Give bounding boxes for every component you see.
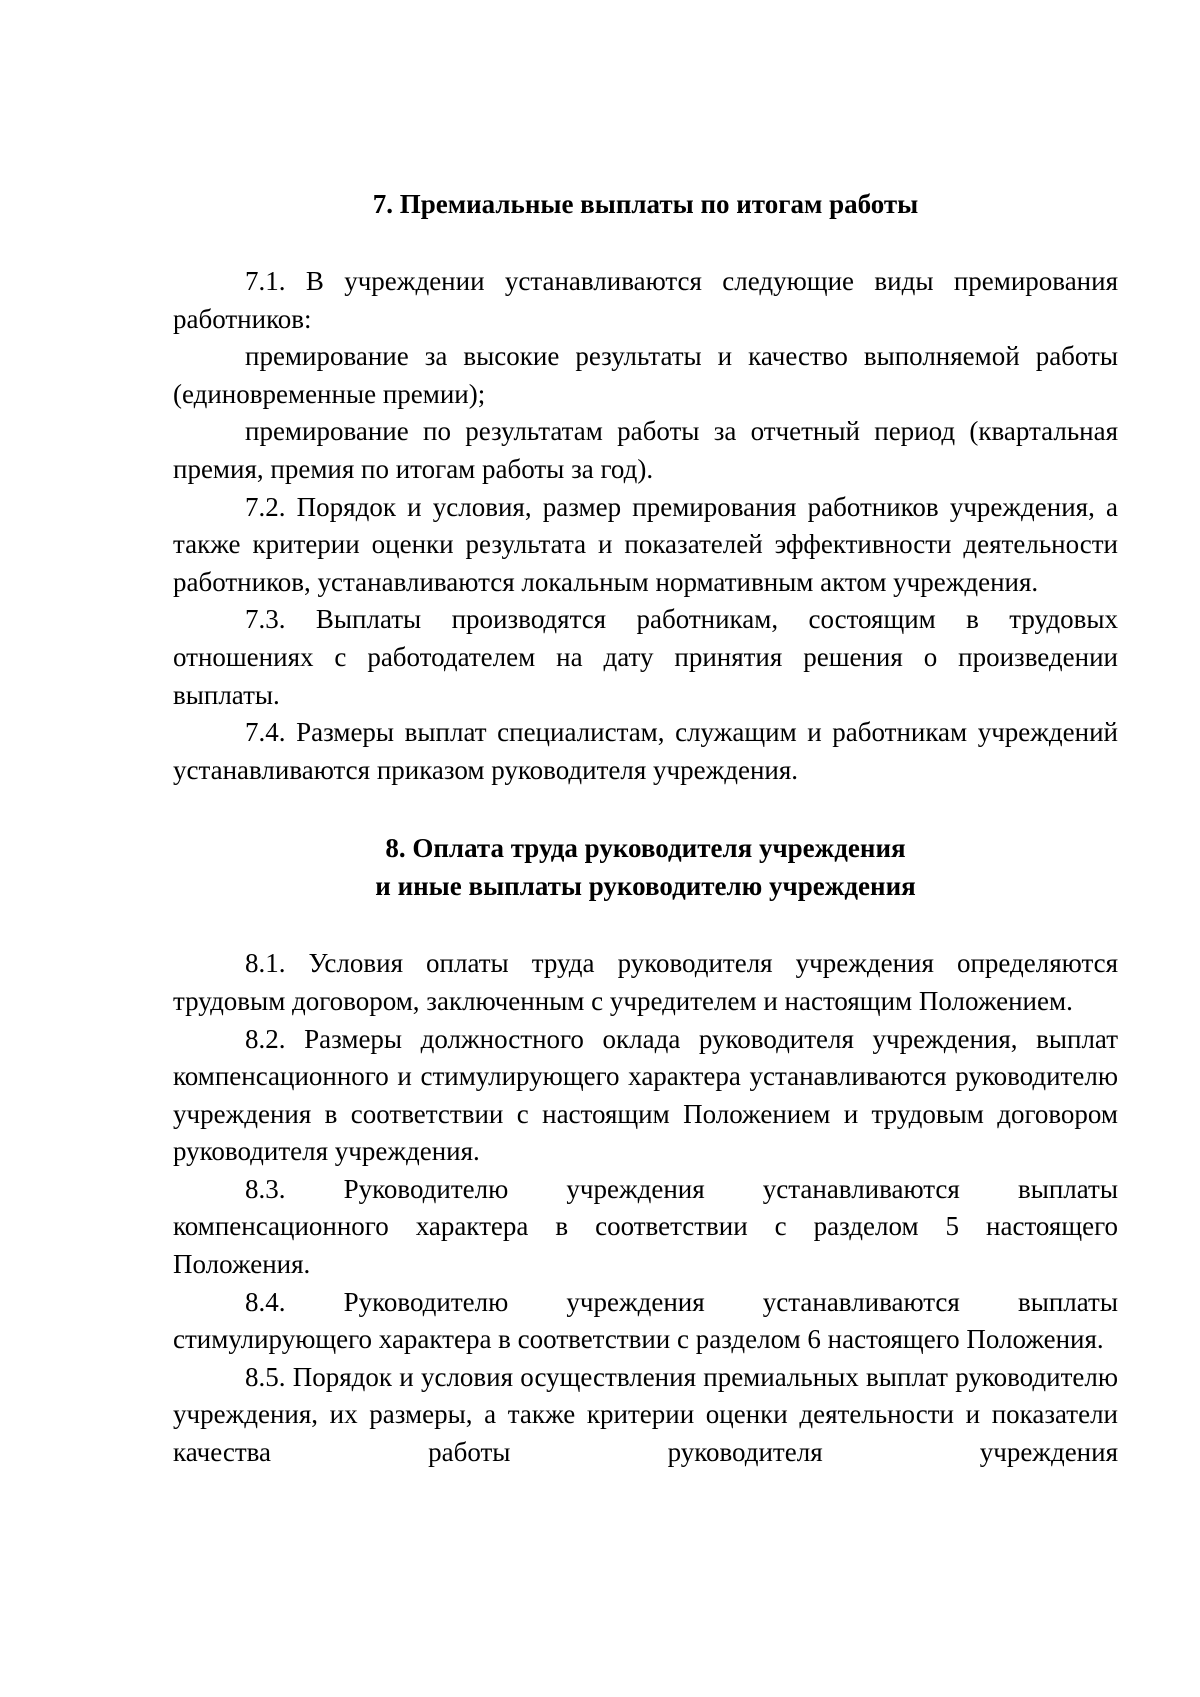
section-8-title [173,829,1118,905]
section-7-title: 7. Премиальные выплаты по итогам работы [372,189,919,219]
paragraph-8-4: 8.4. Руководителю учреждения устанавливаются выплаты стимулирующего характера в соответствии с разделом 6 настоящего Положения. [173,1286,1118,1355]
paragraph-8-2: 8.2. Размеры должностного оклада руководителя учреждения, выплат компенсационного и стимулирующего характера устанавливаются руководителю учреждения в соответствии с настоящим Положением и трудовым договором руководителя учреждения. [173,1023,1118,1167]
paragraph-7-1: 7.1. В учреждении устанавливаются следующие виды премирования работников: [173,266,1118,334]
paragraph-7-4: 7.4. Размеры выплат специалистам, служащим и работникам учреждений устанавливаются приказом руководителя учреждения. [173,717,1118,785]
paragraph-7-3: 7.3. Выплаты производятся работникам, состоящим в трудовых отношениях с работодателем на дату принятия решения о произведении выплаты. [173,604,1118,710]
document-page [173,185,1118,1472]
paragraph-7-1-item-2: премирование по результатам работы за отчетный период (квартальная премия, премия по итогам работы за год). [173,416,1118,484]
paragraph-8-1: 8.1. Условия оплаты труда руководителя учреждения определяются трудовым договором, заключенным с учредителем и настоящим Положением. [173,948,1118,1016]
paragraph-7-2: 7.2. Порядок и условия, размер премирования работников учреждения, а также критерии оценки результата и показателей эффективности деятельности работников, устанавливаются локальным нормативным актом учреждения. [173,491,1118,597]
section-8-title-line-1: 8. Оплата труда руководителя учреждения [385,833,906,864]
paragraph-7-1-item-1: премирование за высокие результаты и качество выполняемой работы (единовременные премии); [173,341,1118,409]
paragraph-8-3: 8.3. Руководителю учреждения устанавливаются выплаты компенсационного характера в соответствии с разделом 5 настоящего Положения. [173,1173,1118,1280]
paragraph-8-5: 8.5. Порядок и условия осуществления премиальных выплат руководителю учреждения, их размеры, а также критерии оценки деятельности и показатели качества работы руководителя учреждения [173,1361,1118,1468]
section-8-title-line-2: и иные выплаты руководителю учреждения [375,871,916,902]
